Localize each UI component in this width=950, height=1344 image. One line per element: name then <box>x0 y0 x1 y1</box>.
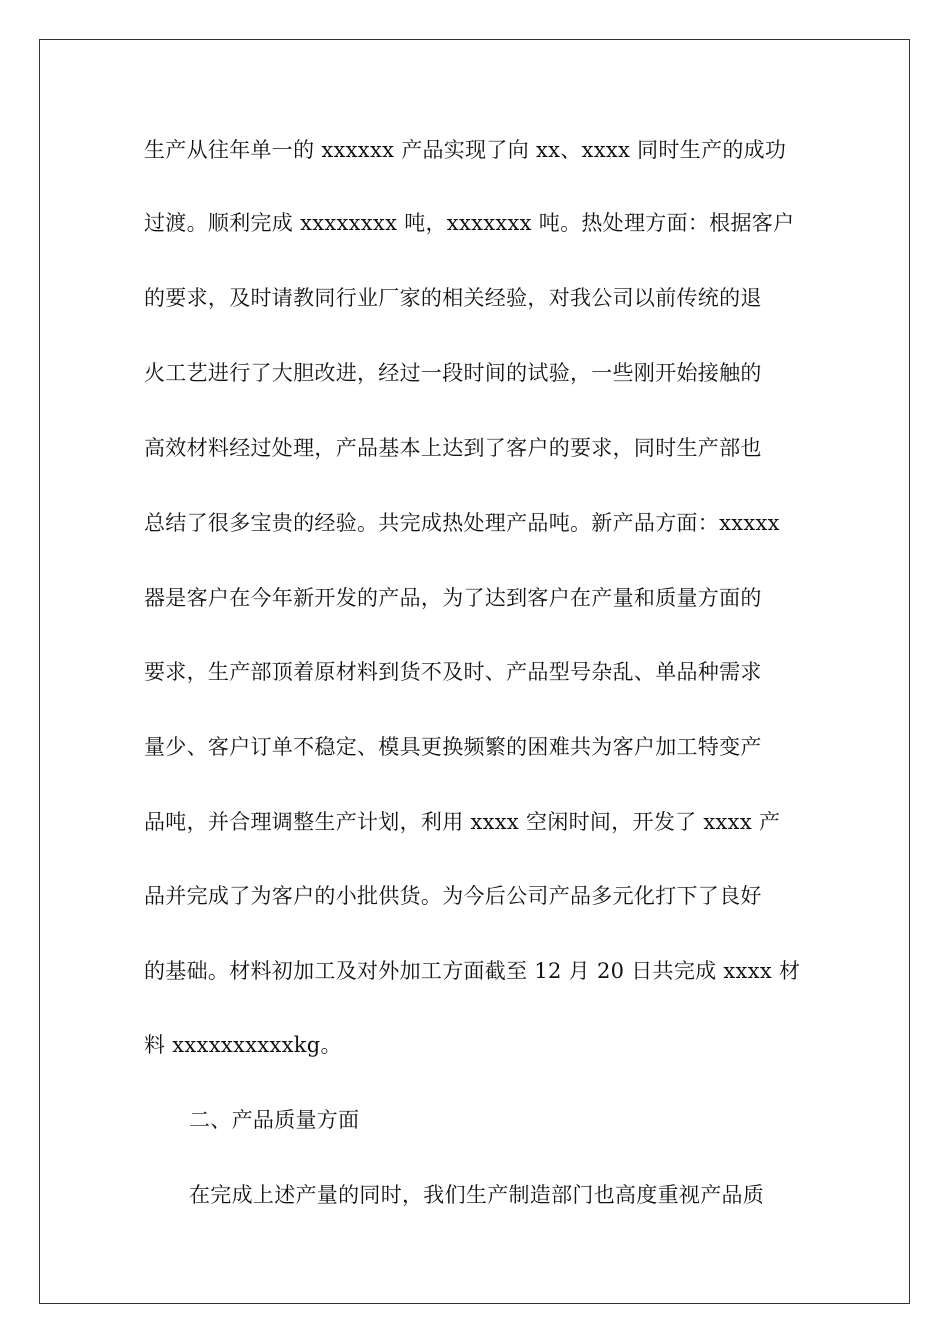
body-text-line: 过渡。顺利完成 xxxxxxxx 吨，xxxxxxx 吨。热处理方面：根据客户 <box>144 211 795 235</box>
body-text-line: 火工艺进行了大胆改进，经过一段时间的试验，一些刚开始接触的 <box>144 361 762 385</box>
paragraph-first-line: 在完成上述产量的同时，我们生产制造部门也高度重视产品质 <box>189 1183 765 1207</box>
body-text-line: 高效材料经过处理，产品基本上达到了客户的要求，同时生产部也 <box>144 436 762 460</box>
body-text-line: 品吨，并合理调整生产计划，利用 xxxx 空闲时间，开发了 xxxx 产 <box>144 810 781 834</box>
body-text-line: 料 xxxxxxxxxxkg。 <box>144 1033 342 1057</box>
body-text-line: 量少、客户订单不稳定、模具更换频繁的困难共为客户加工特变产 <box>144 735 762 759</box>
body-text-line: 生产从往年单一的 xxxxxx 产品实现了向 xx、xxxx 同时生产的成功 <box>144 138 787 162</box>
body-text-line: 品并完成了为客户的小批供货。为今后公司产品多元化打下了良好 <box>144 884 762 908</box>
section-heading: 二、产品质量方面 <box>189 1108 360 1132</box>
body-text-line: 器是客户在今年新开发的产品，为了达到客户在产量和质量方面的 <box>144 586 762 610</box>
body-text-line: 要求，生产部顶着原材料到货不及时、产品型号杂乱、单品种需求 <box>144 660 762 684</box>
body-text-line: 总结了很多宝贵的经验。共完成热处理产品吨。新产品方面：xxxxx <box>144 511 780 535</box>
body-text-line: 的要求，及时请教同行业厂家的相关经验，对我公司以前传统的退 <box>144 286 762 310</box>
body-text-line: 的基础。材料初加工及对外加工方面截至 12 月 20 日共完成 xxxx 材 <box>144 959 801 983</box>
